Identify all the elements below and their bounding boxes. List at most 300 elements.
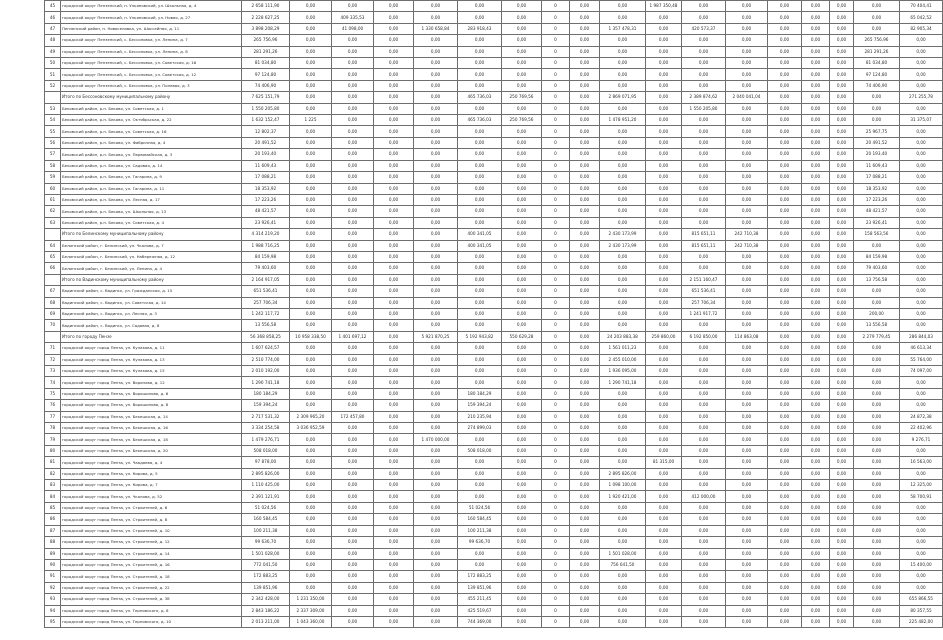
amount-cell: 0,00 [570, 297, 600, 308]
amount-cell: 0,00 [374, 172, 414, 183]
amount-cell: 0,00 [900, 103, 943, 114]
amount-cell: 0,00 [290, 172, 332, 183]
amount-cell: 0,00 [768, 388, 802, 399]
address-cell: Бековский район, р.п. Беково, ул. Фабричная, д. 4 [61, 137, 242, 148]
row-number-cell: 84 [45, 491, 61, 502]
amount-cell: 0,00 [726, 537, 768, 548]
amount-cell: 0,00 [414, 354, 458, 365]
amount-cell: 0 [542, 537, 570, 548]
amount-cell: 0,00 [502, 23, 542, 34]
amount-cell: 2 342 428,00 [242, 594, 290, 605]
amount-cell: 1 110 425,00 [242, 480, 290, 491]
address-cell: Вадинский район, с. Вадинск, ул. Гражданская, д. 15 [61, 286, 242, 297]
amount-cell: 0,00 [682, 388, 726, 399]
amount-cell: 0,00 [900, 445, 943, 456]
amount-cell: 74 406,90 [242, 80, 290, 91]
amount-cell: 0,00 [570, 445, 600, 456]
amount-cell: 1 920 421,00 [600, 491, 646, 502]
address-cell: городской округ город Пенза, ул. Чкалова, д. 52 [61, 491, 242, 502]
amount-cell: 0,00 [830, 58, 854, 69]
amount-cell: 0,00 [768, 251, 802, 262]
amount-cell: 0,00 [802, 423, 830, 434]
amount-cell: 0,00 [414, 343, 458, 354]
amount-cell: 0,00 [502, 605, 542, 616]
amount-cell: 400 341,05 [458, 240, 502, 251]
amount-cell: 0 [542, 217, 570, 228]
amount-cell: 0,00 [290, 320, 332, 331]
amount-cell: 0,00 [854, 514, 900, 525]
table-row [45, 582, 943, 593]
amount-cell: 0,00 [290, 480, 332, 491]
amount-cell: 12 802,37 [242, 126, 290, 137]
amount-cell: 0,00 [854, 411, 900, 422]
address-cell: Белинский район, г. Белинский, ул. Ленина, д. 4 [61, 263, 242, 274]
amount-cell: 0,00 [332, 559, 374, 570]
amount-cell: 0 [542, 400, 570, 411]
amount-cell: 0,00 [332, 69, 374, 80]
amount-cell: 0,00 [570, 400, 600, 411]
amount-cell: 0,00 [768, 468, 802, 479]
row-number-cell [45, 229, 61, 240]
amount-cell: 0,00 [726, 297, 768, 308]
amount-cell: 0,00 [570, 423, 600, 434]
table-body [45, 1, 943, 628]
amount-cell: 0,00 [458, 1, 502, 12]
table-row [45, 537, 943, 548]
amount-cell: 0,00 [414, 616, 458, 627]
amount-cell: 0,00 [458, 46, 502, 57]
amount-cell: 0,00 [802, 571, 830, 582]
amount-cell: 0,00 [332, 605, 374, 616]
amount-cell: 0,00 [290, 194, 332, 205]
amount-cell: 0,00 [830, 115, 854, 126]
amount-cell: 0,00 [570, 229, 600, 240]
row-number-cell: 83 [45, 480, 61, 491]
amount-cell: 0 [542, 137, 570, 148]
amount-cell: 0,00 [802, 183, 830, 194]
row-number-cell [45, 92, 61, 103]
amount-cell: 0 [542, 468, 570, 479]
amount-cell: 0,00 [502, 194, 542, 205]
amount-cell: 0,00 [332, 400, 374, 411]
amount-cell: 1 470 000,00 [414, 434, 458, 445]
amount-cell: 0,00 [646, 46, 682, 57]
amount-cell: 0,00 [414, 80, 458, 91]
row-number-cell: 73 [45, 366, 61, 377]
amount-cell: 0,00 [332, 46, 374, 57]
amount-cell: 0,00 [682, 80, 726, 91]
amount-cell: 0 [542, 434, 570, 445]
amount-cell: 0,00 [570, 366, 600, 377]
amount-cell: 0,00 [502, 445, 542, 456]
amount-cell: 0,00 [682, 559, 726, 570]
amount-cell: 815 651,11 [682, 229, 726, 240]
table-row [45, 80, 943, 91]
amount-cell: 0,00 [768, 491, 802, 502]
amount-cell: 0,00 [682, 423, 726, 434]
amount-cell: 0,00 [502, 537, 542, 548]
amount-cell: 259 860,00 [646, 331, 682, 342]
amount-cell: 0,00 [646, 605, 682, 616]
amount-cell: 0,00 [570, 491, 600, 502]
amount-cell: 97 878,00 [242, 457, 290, 468]
amount-cell: 0,00 [646, 571, 682, 582]
amount-cell: 0,00 [802, 35, 830, 46]
amount-cell: 0,00 [830, 149, 854, 160]
amount-cell: 0,00 [374, 69, 414, 80]
table-row [45, 297, 943, 308]
amount-cell: 160 584,45 [242, 514, 290, 525]
amount-cell: 0,00 [374, 480, 414, 491]
amount-cell: 0,00 [830, 12, 854, 23]
amount-cell: 0,00 [768, 308, 802, 319]
amount-cell: 0,00 [830, 240, 854, 251]
amount-cell: 0,00 [682, 12, 726, 23]
amount-cell: 20 491,52 [242, 137, 290, 148]
amount-cell: 0,00 [502, 480, 542, 491]
amount-cell: 0,00 [570, 1, 600, 12]
amount-cell: 0,00 [414, 320, 458, 331]
amount-cell: 0,00 [768, 286, 802, 297]
amount-cell: 0 [542, 183, 570, 194]
amount-cell: 0,00 [726, 594, 768, 605]
amount-cell: 0,00 [854, 423, 900, 434]
row-number-cell: 91 [45, 571, 61, 582]
amount-cell: 0,00 [502, 388, 542, 399]
amount-cell: 0,00 [854, 343, 900, 354]
amount-cell: 139 851,96 [458, 582, 502, 593]
amount-cell: 0,00 [768, 559, 802, 570]
amount-cell: 0,00 [570, 286, 600, 297]
amount-cell: 0,00 [290, 92, 332, 103]
amount-cell: 0,00 [768, 605, 802, 616]
amount-cell: 0,00 [332, 320, 374, 331]
address-cell: городской округ Пензенский, с. Бессоновка, ул. Полевая, д. 3 [61, 80, 242, 91]
amount-cell: 0,00 [414, 548, 458, 559]
amount-cell: 0,00 [682, 502, 726, 513]
amount-cell: 0,00 [646, 308, 682, 319]
amount-cell: 0,00 [600, 274, 646, 285]
table-row [45, 434, 943, 445]
amount-cell: 0,00 [802, 126, 830, 137]
amount-cell: 0,00 [458, 274, 502, 285]
amount-cell: 0,00 [290, 457, 332, 468]
amount-cell: 0 [542, 240, 570, 251]
amount-cell: 0,00 [900, 548, 943, 559]
amount-cell: 0,00 [332, 194, 374, 205]
row-number-cell [45, 274, 61, 285]
amount-cell: 0,00 [854, 103, 900, 114]
amount-cell: 0,00 [502, 1, 542, 12]
amount-cell: 0,00 [682, 594, 726, 605]
amount-cell: 0,00 [830, 411, 854, 422]
amount-cell: 1 357 478,31 [600, 23, 646, 34]
amount-cell: 0,00 [290, 137, 332, 148]
amount-cell: 0,00 [900, 525, 943, 536]
amount-cell: 0,00 [768, 12, 802, 23]
amount-cell: 281 291,26 [242, 46, 290, 57]
amount-cell: 180 184,29 [242, 388, 290, 399]
amount-cell: 0,00 [854, 457, 900, 468]
amount-cell: 0,00 [802, 12, 830, 23]
row-number-cell: 55 [45, 126, 61, 137]
amount-cell: 0,00 [830, 229, 854, 240]
address-cell: городской округ город Пенза, ул. Кулакова, д. 15 [61, 366, 242, 377]
amount-cell: 0,00 [900, 172, 943, 183]
amount-cell: 0,00 [726, 103, 768, 114]
amount-cell: 0,00 [600, 160, 646, 171]
amount-cell: 0,00 [726, 35, 768, 46]
amount-cell: 0,00 [374, 377, 414, 388]
row-number-cell: 47 [45, 23, 61, 34]
amount-cell: 0,00 [332, 206, 374, 217]
amount-cell: 0 [542, 103, 570, 114]
amount-cell: 1 987 350,48 [646, 1, 682, 12]
amount-cell: 0,00 [768, 502, 802, 513]
amount-cell: 18 353,92 [242, 183, 290, 194]
amount-cell: 0,00 [802, 468, 830, 479]
amount-cell: 455 211,45 [458, 594, 502, 605]
amount-cell: 0,00 [646, 423, 682, 434]
amount-cell: 0,00 [646, 525, 682, 536]
amount-cell: 1 988 716,25 [242, 240, 290, 251]
amount-cell: 0,00 [414, 297, 458, 308]
amount-cell: 0,00 [600, 423, 646, 434]
table-row [45, 423, 943, 434]
amount-cell: 0,00 [802, 23, 830, 34]
amount-cell: 0,00 [570, 331, 600, 342]
amount-cell: 2 430 173,99 [600, 240, 646, 251]
amount-cell: 0,00 [646, 35, 682, 46]
amount-cell: 0,00 [802, 331, 830, 342]
amount-cell: 0,00 [830, 616, 854, 627]
amount-cell: 0,00 [414, 251, 458, 262]
amount-cell: 0,00 [502, 58, 542, 69]
amount-cell: 0,00 [600, 251, 646, 262]
amount-cell: 0 [542, 594, 570, 605]
amount-cell: 65 042,52 [900, 12, 943, 23]
amount-cell: 2 151 160,47 [682, 274, 726, 285]
amount-cell: 0,00 [682, 35, 726, 46]
amount-cell: 0,00 [726, 194, 768, 205]
amount-cell: 0,00 [830, 183, 854, 194]
amount-cell: 139 851,96 [242, 582, 290, 593]
amount-cell: 0,00 [332, 548, 374, 559]
table-row [45, 411, 943, 422]
amount-cell: 1 401 697,12 [332, 331, 374, 342]
amount-cell: 0,00 [682, 137, 726, 148]
amount-cell: 79 403,60 [242, 263, 290, 274]
row-number-cell: 86 [45, 514, 61, 525]
amount-cell: 0,00 [726, 468, 768, 479]
amount-cell: 0 [542, 548, 570, 559]
amount-cell: 0,00 [290, 354, 332, 365]
amount-cell: 655 866,55 [900, 594, 943, 605]
amount-cell: 13 756,58 [854, 274, 900, 285]
amount-cell: 0,00 [900, 468, 943, 479]
amount-cell: 0,00 [570, 582, 600, 593]
amount-cell: 0,00 [374, 35, 414, 46]
table-row [45, 548, 943, 559]
amount-cell: 0,00 [570, 58, 600, 69]
amount-cell: 0,00 [502, 297, 542, 308]
amount-cell: 172 883,25 [458, 571, 502, 582]
amount-cell: 0,00 [374, 92, 414, 103]
amount-cell: 0,00 [900, 537, 943, 548]
amount-cell: 0,00 [290, 183, 332, 194]
amount-cell: 0,00 [374, 115, 414, 126]
row-number-cell: 48 [45, 35, 61, 46]
amount-cell: 0,00 [332, 172, 374, 183]
amount-cell: 0,00 [374, 286, 414, 297]
amount-cell: 0,00 [830, 548, 854, 559]
amount-cell: 0,00 [802, 480, 830, 491]
amount-cell: 0,00 [646, 12, 682, 23]
amount-cell: 172 457,80 [332, 411, 374, 422]
row-number-cell: 90 [45, 559, 61, 570]
address-cell: городской округ Пензенский, п. Ульяновский, ул. Новая, д. 27 [61, 12, 242, 23]
amount-cell: 0,00 [682, 343, 726, 354]
amount-cell: 0,00 [458, 206, 502, 217]
amount-cell: 265 756,96 [854, 35, 900, 46]
amount-cell: 0,00 [332, 616, 374, 627]
amount-cell: 0 [542, 320, 570, 331]
amount-cell: 0,00 [768, 445, 802, 456]
amount-cell: 0,00 [570, 411, 600, 422]
amount-cell: 0,00 [290, 343, 332, 354]
amount-cell: 0,00 [414, 92, 458, 103]
amount-cell: 0,00 [458, 58, 502, 69]
amount-cell: 0,00 [290, 251, 332, 262]
amount-cell: 0,00 [502, 343, 542, 354]
amount-cell: 0,00 [682, 434, 726, 445]
amount-cell: 0,00 [502, 594, 542, 605]
amount-cell: 0,00 [502, 80, 542, 91]
amount-cell: 0,00 [570, 115, 600, 126]
amount-cell: 0,00 [290, 434, 332, 445]
amount-cell: 0,00 [726, 491, 768, 502]
amount-cell: 0,00 [768, 411, 802, 422]
amount-cell: 0,00 [802, 69, 830, 80]
amount-cell: 0,00 [414, 502, 458, 513]
amount-cell: 0,00 [900, 263, 943, 274]
amount-cell: 0,00 [458, 434, 502, 445]
row-number-cell: 59 [45, 172, 61, 183]
amount-cell: 0,00 [646, 58, 682, 69]
amount-cell: 210 235,94 [458, 411, 502, 422]
amount-cell: 0,00 [900, 582, 943, 593]
amount-cell: 0,00 [414, 115, 458, 126]
amount-cell: 2 430 173,99 [600, 229, 646, 240]
amount-cell: 12 325,00 [900, 480, 943, 491]
amount-cell: 0,00 [332, 126, 374, 137]
row-number-cell: 74 [45, 377, 61, 388]
amount-cell: 0,00 [646, 468, 682, 479]
amount-cell: 0,00 [854, 286, 900, 297]
section-subtotal-row [45, 92, 943, 103]
amount-cell: 257 706,34 [242, 297, 290, 308]
row-number-cell: 95 [45, 616, 61, 627]
amount-cell: 5 192 943,82 [458, 331, 502, 342]
amount-cell: 0,00 [900, 308, 943, 319]
amount-cell: 0,00 [682, 149, 726, 160]
amount-cell: 0,00 [374, 297, 414, 308]
amount-cell: 0,00 [502, 571, 542, 582]
amount-cell: 0,00 [682, 468, 726, 479]
amount-cell: 3 898 208,29 [242, 23, 290, 34]
amount-cell: 0,00 [802, 194, 830, 205]
amount-cell: 0,00 [374, 1, 414, 12]
amount-cell: 2 389 874,62 [682, 92, 726, 103]
amount-cell: 0,00 [600, 571, 646, 582]
amount-cell: 0,00 [830, 206, 854, 217]
amount-cell: 70 404,41 [900, 1, 943, 12]
amount-cell: 0 [542, 274, 570, 285]
amount-cell: 0,00 [768, 115, 802, 126]
amount-cell: 0,00 [458, 286, 502, 297]
amount-cell: 0,00 [646, 320, 682, 331]
amount-cell: 0,00 [682, 172, 726, 183]
table-row [45, 1, 943, 12]
address-cell: Пензенский район, п. Новоселовка, ул. Шоссейная, д. 11 [61, 23, 242, 34]
amount-cell: 0,00 [600, 46, 646, 57]
amount-cell: 0,00 [374, 58, 414, 69]
amount-cell: 1 632 152,47 [242, 115, 290, 126]
table-row [45, 172, 943, 183]
amount-cell: 2 309 965,20 [290, 411, 332, 422]
amount-cell: 0,00 [900, 137, 943, 148]
amount-cell: 0,00 [374, 616, 414, 627]
amount-cell: 0,00 [458, 263, 502, 274]
amount-cell: 0,00 [682, 263, 726, 274]
amount-cell: 0 [542, 423, 570, 434]
amount-cell: 0,00 [374, 308, 414, 319]
amount-cell: 0,00 [502, 251, 542, 262]
amount-cell: 0,00 [646, 297, 682, 308]
amount-cell: 2 040 041,04 [726, 92, 768, 103]
amount-cell: 0,00 [726, 582, 768, 593]
amount-cell: 0,00 [646, 92, 682, 103]
amount-cell: 0,00 [414, 525, 458, 536]
amount-cell: 0,00 [458, 126, 502, 137]
amount-cell: 0,00 [802, 251, 830, 262]
amount-cell: 0,00 [458, 172, 502, 183]
row-number-cell: 81 [45, 457, 61, 468]
amount-cell: 0,00 [900, 126, 943, 137]
amount-cell: 0,00 [768, 525, 802, 536]
register-table [44, 0, 943, 628]
amount-cell: 0,00 [600, 194, 646, 205]
amount-cell: 0,00 [830, 251, 854, 262]
amount-cell: 651 536,41 [242, 286, 290, 297]
amount-cell: 0,00 [414, 69, 458, 80]
table-row [45, 263, 943, 274]
amount-cell: 0,00 [900, 571, 943, 582]
amount-cell: 0,00 [830, 480, 854, 491]
amount-cell: 0,00 [570, 240, 600, 251]
amount-cell: 0,00 [458, 366, 502, 377]
amount-cell: 0,00 [854, 240, 900, 251]
amount-cell: 0,00 [502, 69, 542, 80]
amount-cell: 0,00 [570, 46, 600, 57]
amount-cell: 0,00 [600, 137, 646, 148]
amount-cell: 0,00 [290, 537, 332, 548]
amount-cell: 46 613,34 [900, 343, 943, 354]
table-row [45, 69, 943, 80]
amount-cell: 0 [542, 229, 570, 240]
amount-cell: 0,00 [374, 229, 414, 240]
amount-cell: 0,00 [726, 1, 768, 12]
